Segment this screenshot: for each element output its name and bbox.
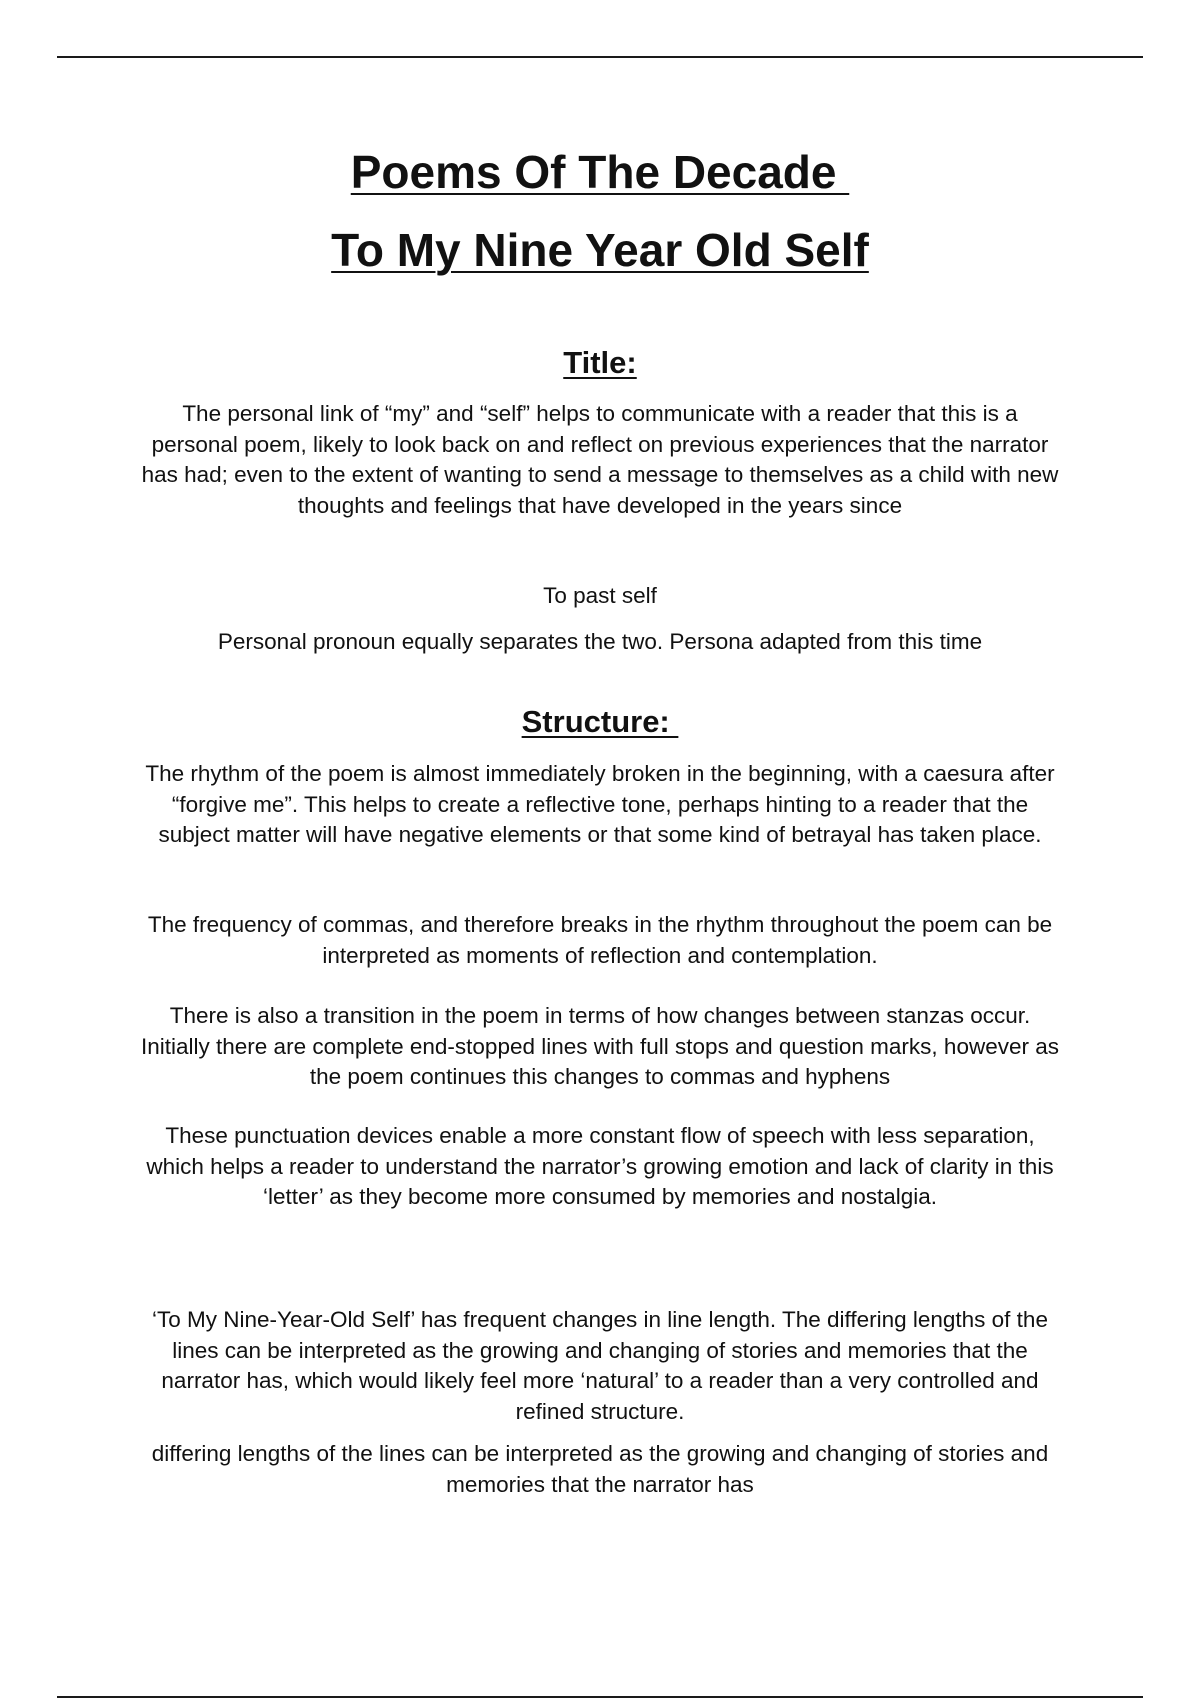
structure-paragraph-6: differing lengths of the lines can be interpreted as the growing and changing of stories and memories that the narrator has [151,1441,1049,1497]
structure-paragraph-1: The rhythm of the poem is almost immediately broken in the beginning, with a caesura after “forgive me”. This helps to create a reflective tone, perhaps hinting to a reader that the subject matter will have negative elements or that some kind of betrayal has taken place. [145,761,1055,847]
section-heading-title: Title: [563,345,637,380]
structure-paragraph-3: There is also a transition in the poem in terms of how changes between stanzas occur. Initially there are complete end-stopped lines with full stops and question marks, however as the poem continues this changes to commas and hyphens [141,1003,1059,1089]
structure-paragraph-4: These punctuation devices enable a more constant flow of speech with less separation, which helps a reader to understand the narrator’s growing emotion and lack of clarity in this ‘letter’ as they become more consumed by memories and nostalgia. [146,1123,1054,1209]
structure-paragraph-2: The frequency of commas, and therefore breaks in the rhythm throughout the poem can be interpreted as moments of reflection and contemplation. [147,912,1053,968]
title-paragraph-3: Personal pronoun equally separates the two. Persona adapted from this time [217,629,983,654]
title-paragraph-2: To past self [543,583,657,608]
bottom-rule [57,1696,1143,1698]
document-title-line-1: Poems Of The Decade [350,146,850,198]
top-rule [57,56,1143,58]
section-heading-structure: Structure: [521,704,679,739]
title-paragraph-1: The personal link of “my” and “self” helps to communicate with a reader that this is a personal poem, likely to look back on and reflect on previous experiences that the narrator has had; even to the extent of wanting to send a message to themselves as a child with new thoughts and feelings that have developed in the years since [141,401,1059,518]
document-title-line-2: To My Nine Year Old Self [331,224,869,276]
structure-paragraph-5: ‘To My Nine-Year-Old Self’ has frequent changes in line length. The differing lengths of the lines can be interpreted as the growing and changing of stories and memories that the narrator has, which would likely feel more ‘natural’ to a reader than a very controlled and refined structure. [152,1307,1048,1424]
